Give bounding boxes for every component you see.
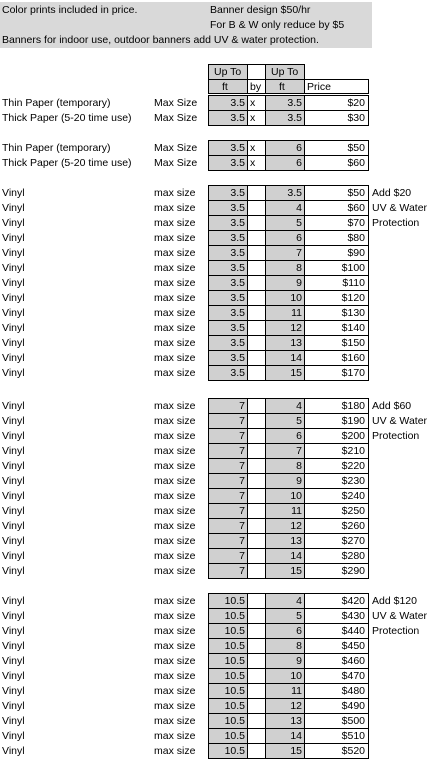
row-label: Vinyl: [2, 337, 25, 349]
row-width: 10.5: [224, 640, 245, 652]
row-max-size: max size: [154, 625, 196, 637]
row-price: $70: [347, 217, 365, 229]
row-price: $480: [341, 685, 365, 697]
row-height: 13: [290, 715, 302, 727]
row-price: $180: [341, 400, 365, 412]
row-width: 3.5: [230, 157, 245, 169]
row-price: $230: [341, 475, 365, 487]
row-by: [249, 684, 266, 698]
row-price: $260: [341, 520, 365, 532]
box-bottom: [208, 758, 369, 759]
row-label: Vinyl: [2, 187, 25, 199]
row-height: 3.5: [287, 112, 302, 124]
row-width: 3.5: [230, 97, 245, 109]
row-label: Vinyl: [2, 715, 25, 727]
row-width: 3.5: [230, 307, 245, 319]
row-width: 7: [239, 430, 245, 442]
row-by: [249, 351, 266, 365]
row-height: 12: [290, 322, 302, 334]
row-max-size: max size: [154, 655, 196, 667]
row-height: 13: [290, 535, 302, 547]
row-width: 10.5: [224, 715, 245, 727]
row-max-size: max size: [154, 292, 196, 304]
row-max-size: max size: [154, 202, 196, 214]
row-by: [249, 306, 266, 320]
row-by: [249, 639, 266, 653]
row-by: [249, 564, 266, 578]
box-col: [247, 593, 248, 759]
row-height: 13: [290, 337, 302, 349]
row-price: $200: [341, 430, 365, 442]
row-height: 4: [296, 400, 302, 412]
row-width: 3.5: [230, 277, 245, 289]
box-bottom: [208, 170, 369, 171]
row-height: 7: [296, 247, 302, 259]
row-by: [249, 729, 266, 743]
row-label: Vinyl: [2, 730, 25, 742]
row-price: $490: [341, 700, 365, 712]
row-max-size: max size: [154, 277, 196, 289]
row-price: $290: [341, 565, 365, 577]
row-width: 7: [239, 475, 245, 487]
row-max-size: max size: [154, 307, 196, 319]
row-price: $250: [341, 505, 365, 517]
row-price: $420: [341, 595, 365, 607]
row-label: Vinyl: [2, 505, 25, 517]
row-by: [249, 246, 266, 260]
row-max-size: max size: [154, 595, 196, 607]
row-max-size: Max Size: [154, 97, 198, 109]
row-price: $50: [347, 187, 365, 199]
row-width: 7: [239, 535, 245, 547]
row-height: 11: [291, 685, 302, 697]
row-price: $450: [341, 640, 365, 652]
row-price: $270: [341, 535, 365, 547]
row-label: Vinyl: [2, 550, 25, 562]
row-by: [249, 609, 266, 623]
row-height: 11: [291, 505, 302, 517]
row-by: [249, 261, 266, 275]
row-price: $80: [347, 232, 365, 244]
row-max-size: max size: [154, 700, 196, 712]
row-max-size: max size: [154, 505, 196, 517]
row-width: 3.5: [230, 187, 245, 199]
row-by: [249, 474, 266, 488]
row-width: 3.5: [230, 232, 245, 244]
row-price: $140: [341, 322, 365, 334]
row-height: 8: [296, 640, 302, 652]
row-height: 5: [296, 610, 302, 622]
row-label: Vinyl: [2, 400, 25, 412]
row-price: $170: [341, 367, 365, 379]
row-max-size: max size: [154, 475, 196, 487]
row-label: Thick Paper (5-20 time use): [2, 112, 132, 124]
row-height: 5: [296, 217, 302, 229]
row-width: 7: [239, 415, 245, 427]
row-by: [249, 519, 266, 533]
row-height: 11: [291, 307, 302, 319]
row-by: [249, 444, 266, 458]
row-max-size: max size: [154, 610, 196, 622]
row-by: [249, 231, 266, 245]
col-head-ft-1: ft: [222, 81, 228, 93]
row-price: $110: [342, 277, 365, 289]
row-width: 7: [239, 520, 245, 532]
row-height: 12: [290, 700, 302, 712]
group-note: Protection: [372, 625, 420, 637]
row-width: 7: [239, 490, 245, 502]
row-max-size: max size: [154, 247, 196, 259]
row-price: $440: [341, 625, 365, 637]
row-width: 3.5: [230, 367, 245, 379]
box-bottom: [208, 125, 369, 126]
box-bottom: [208, 578, 369, 579]
row-label: Vinyl: [2, 685, 25, 697]
row-label: Vinyl: [2, 202, 25, 214]
row-width: 10.5: [224, 655, 245, 667]
row-width: 10.5: [224, 700, 245, 712]
row-label: Vinyl: [2, 322, 25, 334]
row-height: 15: [290, 367, 302, 379]
row-price: $100: [341, 262, 365, 274]
row-max-size: max size: [154, 400, 196, 412]
row-price: $510: [341, 730, 365, 742]
row-width: 3.5: [230, 217, 245, 229]
row-price: $460: [341, 655, 365, 667]
group-note: Add $120: [372, 595, 417, 607]
group-note: Add $60: [372, 400, 412, 412]
row-by: [249, 291, 266, 305]
row-by: [249, 624, 266, 638]
row-label: Vinyl: [2, 460, 25, 472]
row-height: 9: [296, 277, 302, 289]
row-label: Vinyl: [2, 700, 25, 712]
row-max-size: max size: [154, 550, 196, 562]
row-price: $120: [341, 292, 365, 304]
row-label: Vinyl: [2, 247, 25, 259]
row-label: Thin Paper (temporary): [2, 97, 111, 109]
row-label: Vinyl: [2, 610, 25, 622]
header-line-1: Color prints included in price.: [2, 4, 138, 16]
row-by: [249, 654, 266, 668]
row-max-size: max size: [154, 367, 196, 379]
row-price: $280: [341, 550, 365, 562]
row-label: Vinyl: [2, 475, 25, 487]
row-max-size: max size: [154, 535, 196, 547]
row-label: Vinyl: [2, 640, 25, 652]
row-price: $500: [341, 715, 365, 727]
row-max-size: max size: [154, 430, 196, 442]
row-max-size: max size: [154, 322, 196, 334]
row-max-size: max size: [154, 337, 196, 349]
box-bottom: [208, 380, 369, 381]
row-label: Vinyl: [2, 217, 25, 229]
row-by: [249, 216, 266, 230]
row-height: 7: [296, 445, 302, 457]
row-by: x: [250, 142, 256, 154]
row-max-size: max size: [154, 715, 196, 727]
row-by: [249, 429, 266, 443]
row-width: 7: [239, 565, 245, 577]
row-by: [249, 201, 266, 215]
row-max-size: max size: [154, 640, 196, 652]
row-price: $30: [347, 112, 365, 124]
row-label: Vinyl: [2, 490, 25, 502]
row-height: 10: [290, 670, 302, 682]
row-height: 8: [296, 460, 302, 472]
row-max-size: Max Size: [154, 112, 198, 124]
row-height: 10: [290, 490, 302, 502]
row-label: Thin Paper (temporary): [2, 142, 111, 154]
group-note: Protection: [372, 430, 420, 442]
row-max-size: max size: [154, 415, 196, 427]
col-head-price: Price: [307, 81, 331, 93]
row-width: 3.5: [230, 247, 245, 259]
row-height: 10: [290, 292, 302, 304]
row-height: 4: [296, 595, 302, 607]
row-by: [249, 699, 266, 713]
row-label: Vinyl: [2, 535, 25, 547]
row-price: $430: [341, 610, 365, 622]
row-by: [249, 186, 266, 200]
row-max-size: max size: [154, 520, 196, 532]
row-label: Vinyl: [2, 625, 25, 637]
row-by: [249, 459, 266, 473]
row-price: $210: [341, 445, 365, 457]
row-width: 10.5: [224, 595, 245, 607]
row-label: Vinyl: [2, 745, 25, 757]
row-label: Vinyl: [2, 277, 25, 289]
row-price: $50: [347, 142, 365, 154]
row-label: Vinyl: [2, 307, 25, 319]
row-height: 6: [296, 625, 302, 637]
col-head-by: by: [250, 81, 262, 93]
row-max-size: Max Size: [154, 142, 198, 154]
row-max-size: max size: [154, 352, 196, 364]
row-width: 7: [239, 460, 245, 472]
group-note: UV & Water: [372, 202, 428, 214]
row-height: 3.5: [287, 187, 302, 199]
row-label: Vinyl: [2, 352, 25, 364]
row-width: 10.5: [224, 745, 245, 757]
row-width: 3.5: [230, 262, 245, 274]
row-width: 3.5: [230, 112, 245, 124]
row-width: 7: [239, 505, 245, 517]
row-label: Vinyl: [2, 520, 25, 532]
row-height: 6: [296, 157, 302, 169]
col-head-ft-2: ft: [279, 81, 285, 93]
row-by: [249, 489, 266, 503]
row-width: 10.5: [224, 730, 245, 742]
row-label: Vinyl: [2, 415, 25, 427]
row-width: 10.5: [224, 610, 245, 622]
row-by: [249, 276, 266, 290]
row-height: 9: [296, 655, 302, 667]
row-label: Vinyl: [2, 262, 25, 274]
group-note: UV & Water: [372, 415, 428, 427]
col-head-upto-1: Up To: [214, 66, 242, 78]
row-height: 4: [296, 202, 302, 214]
row-by: [249, 321, 266, 335]
row-label: Thick Paper (5-20 time use): [2, 157, 132, 169]
row-price: $20: [347, 97, 365, 109]
row-height: 14: [290, 550, 302, 562]
row-width: 3.5: [230, 142, 245, 154]
row-price: $60: [347, 202, 365, 214]
row-label: Vinyl: [2, 595, 25, 607]
col-head-upto-2: Up To: [271, 66, 299, 78]
row-width: 7: [239, 400, 245, 412]
row-label: Vinyl: [2, 232, 25, 244]
row-price: $160: [341, 352, 365, 364]
row-height: 14: [290, 352, 302, 364]
row-price: $60: [347, 157, 365, 169]
row-by: [249, 714, 266, 728]
row-width: 7: [239, 550, 245, 562]
row-max-size: max size: [154, 460, 196, 472]
row-width: 10.5: [224, 685, 245, 697]
row-max-size: max size: [154, 187, 196, 199]
row-price: $220: [341, 460, 365, 472]
row-height: 6: [296, 142, 302, 154]
row-by: x: [250, 97, 256, 109]
row-max-size: max size: [154, 232, 196, 244]
row-width: 10.5: [224, 670, 245, 682]
row-max-size: max size: [154, 670, 196, 682]
row-by: [249, 366, 266, 380]
row-width: 3.5: [230, 292, 245, 304]
row-height: 8: [296, 262, 302, 274]
row-height: 6: [296, 430, 302, 442]
row-max-size: max size: [154, 730, 196, 742]
group-note: Add $20: [372, 187, 412, 199]
row-height: 12: [290, 520, 302, 532]
header-line-2-right: For B & W only reduce by $5: [210, 19, 345, 31]
row-price: $130: [341, 307, 365, 319]
row-height: 9: [296, 475, 302, 487]
row-by: [249, 669, 266, 683]
group-note: UV & Water: [372, 610, 428, 622]
header-line-3: Banners for indoor use, outdoor banners add UV & water protection.: [2, 34, 319, 46]
row-max-size: max size: [154, 262, 196, 274]
row-price: $90: [347, 247, 365, 259]
row-height: 15: [290, 745, 302, 757]
row-height: 6: [296, 232, 302, 244]
row-price: $240: [341, 490, 365, 502]
row-width: 10.5: [224, 625, 245, 637]
row-max-size: max size: [154, 490, 196, 502]
row-label: Vinyl: [2, 430, 25, 442]
row-by: [249, 549, 266, 563]
group-note: Protection: [372, 217, 420, 229]
row-label: Vinyl: [2, 445, 25, 457]
row-max-size: max size: [154, 445, 196, 457]
row-price: $190: [341, 415, 365, 427]
row-by: [249, 594, 266, 608]
row-width: 3.5: [230, 352, 245, 364]
row-price: $150: [341, 337, 365, 349]
row-by: [249, 336, 266, 350]
row-max-size: max size: [154, 565, 196, 577]
row-max-size: Max Size: [154, 157, 198, 169]
row-height: 3.5: [287, 97, 302, 109]
row-width: 3.5: [230, 322, 245, 334]
row-price: $520: [341, 745, 365, 757]
header-line-1-right: Banner design $50/hr: [210, 4, 311, 16]
row-height: 15: [290, 565, 302, 577]
row-by: [249, 399, 266, 413]
row-max-size: max size: [154, 685, 196, 697]
row-max-size: max size: [154, 217, 196, 229]
row-label: Vinyl: [2, 565, 25, 577]
row-max-size: max size: [154, 745, 196, 757]
row-by: [249, 534, 266, 548]
row-label: Vinyl: [2, 655, 25, 667]
box-col: [368, 593, 369, 759]
row-width: 3.5: [230, 202, 245, 214]
row-width: 3.5: [230, 337, 245, 349]
row-by: [249, 504, 266, 518]
row-label: Vinyl: [2, 292, 25, 304]
row-by: [249, 744, 266, 758]
row-height: 5: [296, 415, 302, 427]
row-price: $470: [341, 670, 365, 682]
row-height: 14: [290, 730, 302, 742]
row-by: [249, 414, 266, 428]
row-by: x: [250, 157, 256, 169]
row-label: Vinyl: [2, 367, 25, 379]
row-by: x: [250, 112, 256, 124]
row-label: Vinyl: [2, 670, 25, 682]
row-width: 7: [239, 445, 245, 457]
